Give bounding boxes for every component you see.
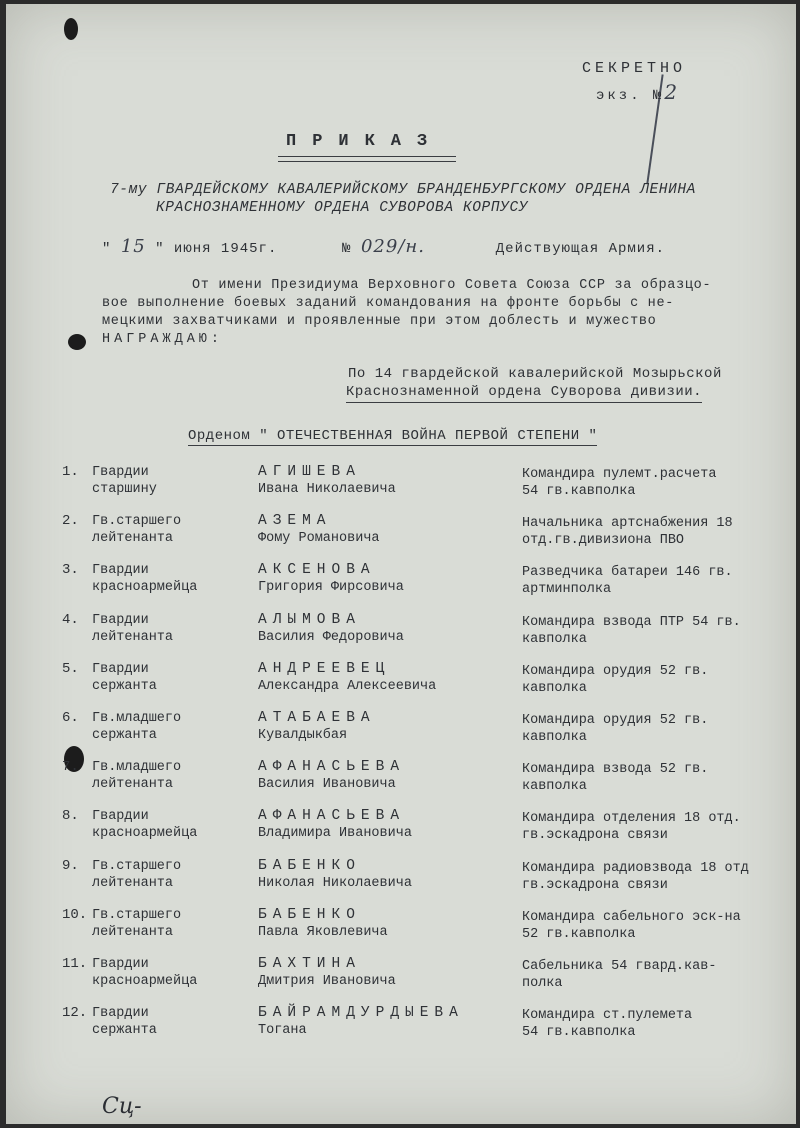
awardee-name xyxy=(258,513,380,547)
awardee-row xyxy=(6,907,796,955)
post-line-1: Командира отделения 18 отд. xyxy=(522,811,741,827)
awardee-given-name: Кувалдыкбая xyxy=(258,728,348,743)
awardee-surname: АКСЕНОВА xyxy=(258,562,376,579)
awardee-given-name: Владимира Ивановича xyxy=(258,826,412,842)
awardee-given-name: Фому Романовича xyxy=(258,531,380,547)
awardee-number: 12. xyxy=(62,1005,88,1022)
awardee-surname: АГИШЕВА xyxy=(258,464,361,480)
awardee-post xyxy=(522,564,733,598)
awardee-post xyxy=(522,860,749,894)
awardee-name xyxy=(258,907,388,941)
copy-prefix: экз. № xyxy=(596,88,665,104)
awardee-row xyxy=(6,464,796,512)
awardee-name xyxy=(258,612,404,646)
date-day: 15 xyxy=(120,236,146,257)
rank-line-1: Гвардии xyxy=(92,809,149,825)
awardee-post xyxy=(522,466,716,500)
post-line-1: Сабельника 54 гвард.кав- xyxy=(522,959,717,974)
awardee-given-name: Николая Николаевича xyxy=(258,875,412,891)
awardee-name xyxy=(258,759,405,793)
post-line-1: Командира взвода 52 гв. xyxy=(522,762,709,778)
post-line-2: отд.гв.дивизиона ПВО xyxy=(522,533,685,549)
corps-line-1: 7-му ГВАРДЕЙСКОМУ КАВАЛЕРИЙСКОМУ БРАНДЕНБУРГСКОМУ ОРДЕНА ЛЕНИНА xyxy=(110,182,696,198)
awardee-surname: АЛЫМОВА xyxy=(258,611,361,628)
awardee-rank xyxy=(92,661,157,695)
awardee-name xyxy=(258,956,396,990)
awardee-post xyxy=(522,761,708,795)
post-line-1: Командира ст.пулемета xyxy=(522,1008,693,1024)
awardee-post xyxy=(522,712,708,746)
awardee-rank xyxy=(92,710,181,744)
preamble-line-3: мецкими захватчиками и проявленные при этом доблесть и мужество xyxy=(102,314,657,329)
rank-line-2: старшину xyxy=(92,482,157,497)
awardee-given-name: Александра Алексеевича xyxy=(258,678,437,694)
post-line-2: 54 гв.кавполка xyxy=(522,1025,636,1041)
post-line-2: гв.эскадрона связи xyxy=(522,828,668,844)
post-line-1: Разведчика батареи 146 гв. xyxy=(522,565,733,581)
rank-line-1: Гвардии xyxy=(92,957,149,972)
awardee-number: 7. xyxy=(62,759,79,776)
awardee-row xyxy=(6,513,796,561)
awardee-row xyxy=(6,562,796,610)
awardee-name xyxy=(258,808,412,842)
division-line-2: Краснознаменной ордена Суворова дивизии. xyxy=(346,384,702,403)
rank-line-2: лейтенанта xyxy=(92,777,174,793)
awardee-surname: АНДРЕЕВЕЦ xyxy=(258,660,391,677)
location: Действующая Армия. xyxy=(495,241,666,257)
post-line-2: гв.эскадрона связи xyxy=(522,877,668,893)
corps-line-2: КРАСНОЗНАМЕННОМУ ОРДЕНА СУВОРОВА КОРПУСУ xyxy=(156,200,529,216)
awardee-post xyxy=(522,958,716,992)
awardee-post xyxy=(522,909,741,943)
order-title: Орденом " ОТЕЧЕСТВЕННАЯ ВОЙНА ПЕРВОЙ СТЕПЕНИ " xyxy=(188,428,598,444)
copy-number xyxy=(596,80,677,104)
rank-line-2: лейтенанта xyxy=(92,629,174,645)
awardee-surname: АЗЕМА xyxy=(258,513,332,530)
rank-line-1: Гв.старшего xyxy=(92,858,182,874)
signature: Сц- xyxy=(102,1094,142,1119)
date-open-quote: " xyxy=(102,241,112,257)
copy-number-value: 2 xyxy=(664,80,678,104)
post-line-2: кавполка xyxy=(522,631,587,647)
awardee-number: 4. xyxy=(62,611,79,628)
awardee-post xyxy=(522,810,741,844)
awardee-rank xyxy=(92,562,197,596)
awardee-surname: АФАНАСЬЕВА xyxy=(258,808,406,825)
awardee-number: 8. xyxy=(62,808,79,825)
awardee-given-name: Тогана xyxy=(258,1023,307,1039)
awardee-post xyxy=(522,515,733,549)
awardee-row xyxy=(6,612,796,660)
awardee-rank xyxy=(92,956,197,990)
rank-line-1: Гвардии xyxy=(92,1006,149,1022)
awardee-name xyxy=(258,858,412,892)
post-line-2: кавполка xyxy=(522,779,587,795)
rank-line-2: сержанта xyxy=(92,1023,157,1039)
rank-line-2: красноармейца xyxy=(92,826,198,842)
title-underline xyxy=(278,156,456,162)
rank-line-1: Гв.младшего xyxy=(92,760,182,776)
awardee-name xyxy=(258,562,404,596)
document-page xyxy=(6,4,796,1124)
post-line-2: полка xyxy=(522,976,563,991)
awardee-given-name: Григория Фирсовича xyxy=(258,580,404,596)
awardee-row xyxy=(6,759,796,807)
post-line-1: Командира орудия 52 гв. xyxy=(522,663,709,679)
rank-line-1: Гвардии xyxy=(92,661,149,677)
awardee-row xyxy=(6,956,796,1004)
awardee-name xyxy=(258,464,396,498)
awardee-given-name: Дмитрия Ивановича xyxy=(258,974,396,989)
awardee-number: 3. xyxy=(62,562,79,579)
awardee-rank xyxy=(92,759,181,793)
awardee-row xyxy=(6,661,796,709)
awardee-rank xyxy=(92,858,181,892)
order-number-value: 029/н. xyxy=(360,236,425,257)
awardee-name xyxy=(258,661,436,695)
awardee-number: 11. xyxy=(62,956,88,972)
document-title: ПРИКАЗ xyxy=(286,132,444,151)
awardee-surname: БАХТИНА xyxy=(258,956,361,972)
post-line-1: Командира взвода ПТР 54 гв. xyxy=(522,614,741,630)
rank-line-2: лейтенанта xyxy=(92,531,174,547)
awardee-row xyxy=(6,858,796,906)
awardee-surname: АФАНАСЬЕВА xyxy=(258,759,406,776)
rank-line-1: Гвардии xyxy=(92,465,149,480)
preamble-line-4: НАГРАЖДАЮ: xyxy=(102,332,224,347)
awardee-number: 2. xyxy=(62,513,79,530)
awardee-given-name: Василия Ивановича xyxy=(258,777,396,793)
awardee-row xyxy=(6,808,796,856)
awardee-number: 9. xyxy=(62,857,79,874)
awardee-number: 10. xyxy=(62,906,88,923)
post-line-1: Командира пулемт.расчета xyxy=(522,467,717,482)
awardee-number: 6. xyxy=(62,710,79,726)
division-line-1: По 14 гвардейской кавалерийской Мозырьской xyxy=(348,366,722,382)
rank-line-1: Гвардии xyxy=(92,563,149,579)
rank-line-2: лейтенанта xyxy=(92,924,174,940)
post-line-2: кавполка xyxy=(522,730,587,745)
rank-line-2: красноармейца xyxy=(92,580,198,596)
awardee-post xyxy=(522,614,741,648)
awardee-rank xyxy=(92,808,197,842)
post-line-1: Командира сабельного эск-на xyxy=(522,909,741,925)
awardee-row xyxy=(6,710,796,758)
awardee-surname: АТАБАЕВА xyxy=(258,710,376,726)
awardee-surname: БАЙРАМДУРДЫЕВА xyxy=(258,1005,464,1022)
awardee-rank xyxy=(92,1005,157,1039)
post-line-1: Командира орудия 52 гв. xyxy=(522,713,709,728)
awardee-name xyxy=(258,1005,464,1039)
awardee-given-name: Василия Федоровича xyxy=(258,629,404,645)
rank-line-2: красноармейца xyxy=(92,974,198,989)
punch-hole-middle xyxy=(68,334,86,350)
rank-line-1: Гв.младшего xyxy=(92,711,182,726)
post-line-2: кавполка xyxy=(522,680,587,696)
preamble-line-2: вое выполнение боевых заданий командования на фронте борьбы с не- xyxy=(102,296,675,311)
post-line-1: Командира радиовзвода 18 отд xyxy=(522,860,749,876)
awardee-surname: БАБЕНКО xyxy=(258,857,361,874)
awardee-surname: БАБЕНКО xyxy=(258,906,361,923)
punch-hole-top xyxy=(64,18,78,40)
date-rest: " июня 1945г. xyxy=(155,241,278,257)
awardee-given-name: Павла Яковлевича xyxy=(258,924,388,940)
awardee-post xyxy=(522,663,708,697)
rank-line-2: сержанта xyxy=(92,678,157,694)
awardee-name xyxy=(258,710,376,744)
order-number-label: № xyxy=(342,241,352,257)
awardee-given-name: Ивана Николаевича xyxy=(258,482,396,497)
rank-line-1: Гвардии xyxy=(92,612,149,628)
awardee-post xyxy=(522,1007,692,1041)
post-line-2: артминполка xyxy=(522,582,612,598)
rank-line-2: сержанта xyxy=(92,728,157,743)
awardee-number: 1. xyxy=(62,464,79,480)
post-line-2: 52 гв.кавполка xyxy=(522,926,636,942)
post-line-1: Начальника артснабжения 18 xyxy=(522,516,733,532)
awardee-number: 5. xyxy=(62,660,79,677)
awardee-row xyxy=(6,1005,796,1053)
awardee-rank xyxy=(92,513,181,547)
rank-line-1: Гв.старшего xyxy=(92,514,182,530)
order-date-line xyxy=(102,236,665,257)
secret-stamp: СЕКРЕТНО xyxy=(582,60,687,77)
awardee-rank xyxy=(92,612,173,646)
awardee-rank xyxy=(92,464,157,498)
preamble-line-1: От имени Президиума Верховного Совета Союза ССР за образцо- xyxy=(192,278,712,293)
post-line-2: 54 гв.кавполка xyxy=(522,484,636,499)
awardee-rank xyxy=(92,907,181,941)
rank-line-1: Гв.старшего xyxy=(92,907,182,923)
rank-line-2: лейтенанта xyxy=(92,875,174,891)
